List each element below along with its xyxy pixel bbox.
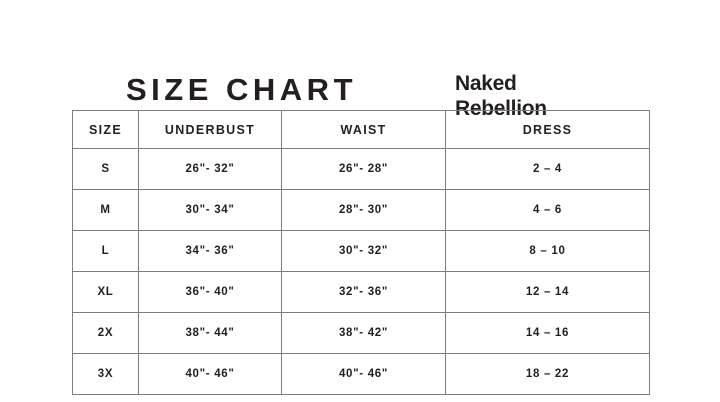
cell-size: L <box>73 231 139 272</box>
cell-dress: 8 – 10 <box>446 231 650 272</box>
cell-waist: 30"- 32" <box>282 231 446 272</box>
cell-waist: 28"- 30" <box>282 190 446 231</box>
table-row <box>73 313 650 354</box>
cell-underbust: 36"- 40" <box>139 272 282 313</box>
cell-size: 3X <box>73 354 139 395</box>
cell-waist: 38"- 42" <box>282 313 446 354</box>
cell-dress: 14 – 16 <box>446 313 650 354</box>
cell-size: M <box>73 190 139 231</box>
cell-size: 2X <box>73 313 139 354</box>
column-header-size: SIZE <box>73 111 139 149</box>
column-header-waist: WAIST <box>282 111 446 149</box>
table-row <box>73 149 650 190</box>
table-row <box>73 190 650 231</box>
cell-underbust: 40"- 46" <box>139 354 282 395</box>
cell-underbust: 26"- 32" <box>139 149 282 190</box>
brand-name-line-2: Rebellion <box>455 96 547 120</box>
cell-waist: 26"- 28" <box>282 149 446 190</box>
cell-size: S <box>73 149 139 190</box>
cell-dress: 2 – 4 <box>446 149 650 190</box>
cell-waist: 32"- 36" <box>282 272 446 313</box>
cell-waist: 40"- 46" <box>282 354 446 395</box>
cell-dress: 4 – 6 <box>446 190 650 231</box>
cell-underbust: 30"- 34" <box>139 190 282 231</box>
table-row <box>73 354 650 395</box>
cell-dress: 18 – 22 <box>446 354 650 395</box>
column-header-dress: DRESS <box>446 111 650 149</box>
page-title: SIZE CHART <box>126 72 357 107</box>
table-header-row <box>73 111 650 149</box>
table-row <box>73 272 650 313</box>
cell-size: XL <box>73 272 139 313</box>
cell-dress: 12 – 14 <box>446 272 650 313</box>
cell-underbust: 38"- 44" <box>139 313 282 354</box>
cell-underbust: 34"- 36" <box>139 231 282 272</box>
brand-name-line-1: Naked <box>455 72 517 95</box>
column-header-underbust: UNDERBUST <box>139 111 282 149</box>
table-row <box>73 231 650 272</box>
header <box>0 34 720 120</box>
size-chart-table <box>72 110 650 395</box>
